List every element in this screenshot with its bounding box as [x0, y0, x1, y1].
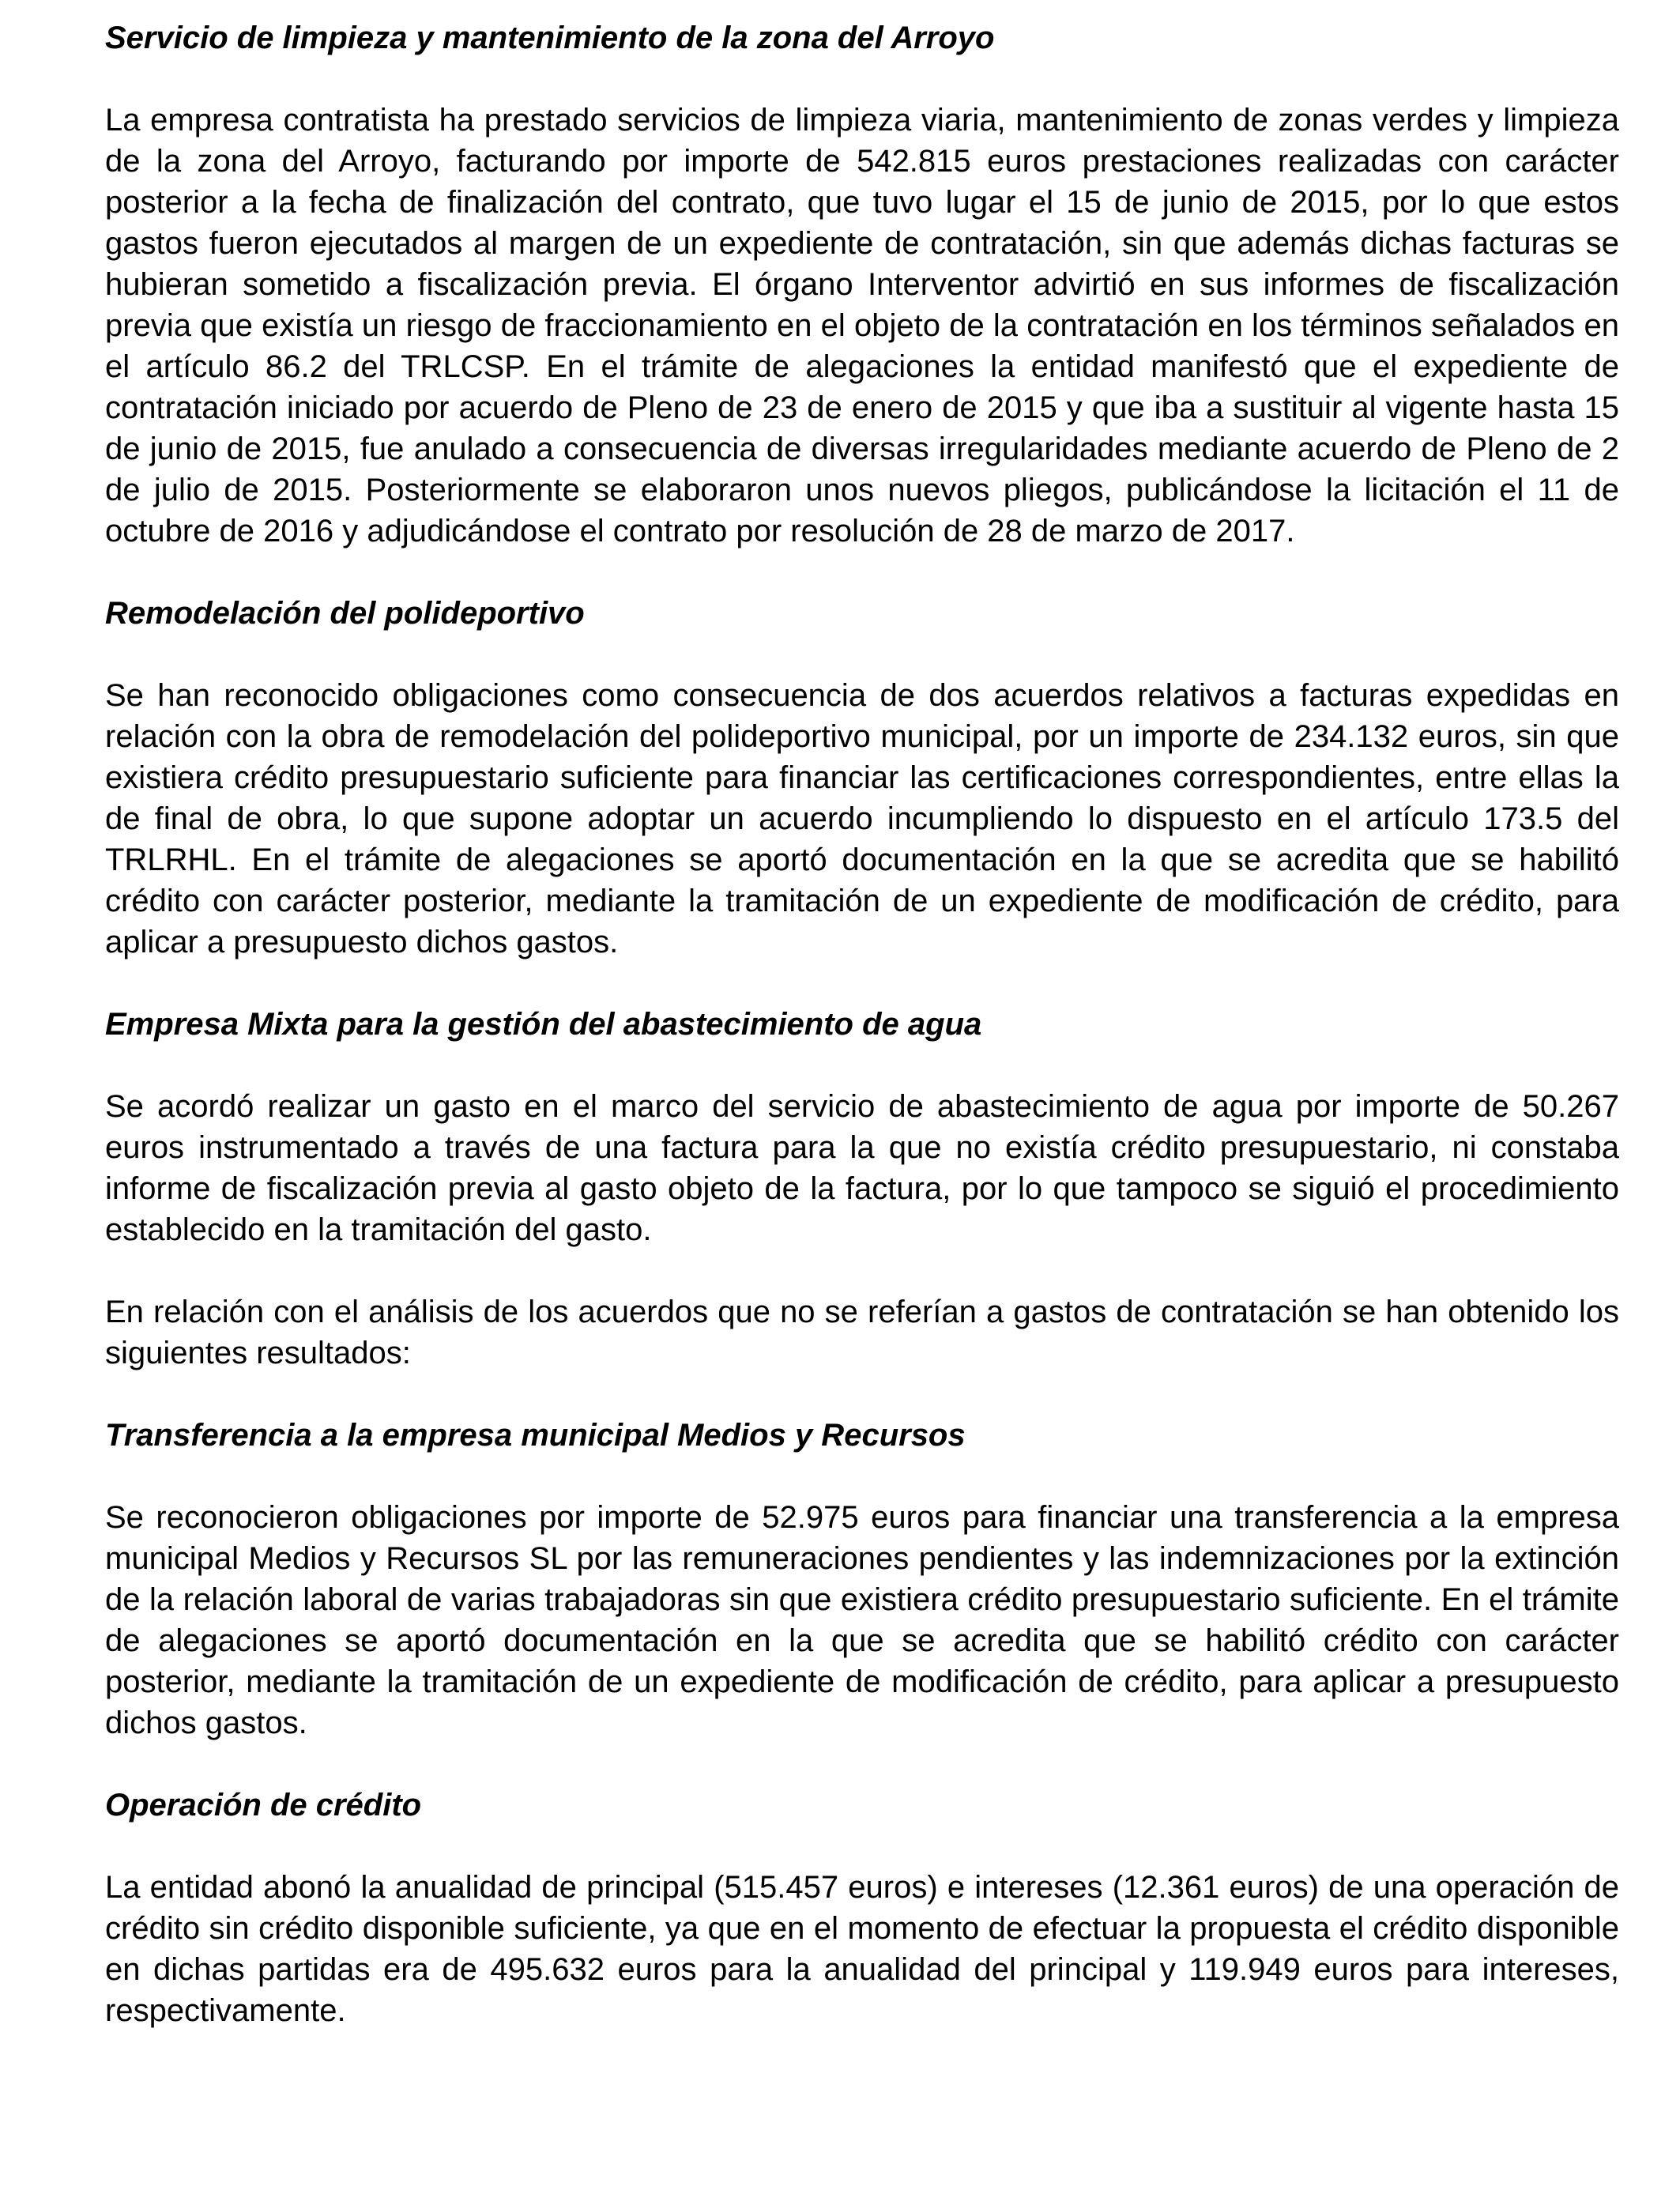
section-paragraph-transferencia: Se reconocieron obligaciones por importe de 52.975 euros para financiar una transferencia a la empresa municipal Medios y Recursos SL por las remuneraciones pendientes y las indemnizaciones por la extinción de la relación laboral de varias trabajadoras sin que existiera crédito presupuestario suficiente. En el trámite de alegaciones se aportó documentación en la que se acredita que se habilitó crédito con carácter posterior, mediante la tramitación de un expediente de modificación de crédito, para aplicar a presupuesto dichos gastos.: [105, 1500, 1619, 1740]
section-paragraph-polideportivo: Se han reconocido obligaciones como consecuencia de dos acuerdos relativos a facturas expedidas en relación con la obra de remodelación del polideportivo municipal, por un importe de 234.132 euros, sin que existiera crédito presupuestario suficiente para financiar las certificaciones correspondientes, entre ellas la de final de obra, lo que supone adoptar un acuerdo incumpliendo lo dispuesto en el artículo 173.5 del TRLRHL. En el trámite de alegaciones se aportó documentación en la que se acredita que se habilitó crédito con carácter posterior, mediante la tramitación de un expediente de modificación de crédito, para aplicar a presupuesto dichos gastos.: [105, 678, 1619, 959]
section-paragraph-operacion-credito: La entidad abonó la anualidad de principal (515.457 euros) e intereses (12.361 euros) de una operación de crédito sin crédito disponible suficiente, ya que en el momento de efectuar la propuesta el crédito disponible en dichas partidas era de 495.632 euros para la anualidad del principal y 119.949 euros para intereses, respectivamente.: [105, 1870, 1619, 2028]
section-paragraph-arroyo: La empresa contratista ha prestado servicios de limpieza viaria, mantenimiento de zonas verdes y limpieza de la zona del Arroyo, facturando por importe de 542.815 euros prestaciones realizadas con carácter posterior a la fecha de finalización del contrato, que tuvo lugar el 15 de junio de 2015, por lo que estos gastos fueron ejecutados al margen de un expediente de contratación, sin que además dichas facturas se hubieran sometido a fiscalización previa. El órgano Interventor advirtió en sus informes de fiscalización previa que existía un riesgo de fraccionamiento en el objeto de la contratación en los términos señalados en el artículo 86.2 del TRLCSP. En el trámite de alegaciones la entidad manifestó que el expediente de contratación iniciado por acuerdo de Pleno de 23 de enero de 2015 y que iba a sustituir al vigente hasta 15 de junio de 2015, fue anulado a consecuencia de diversas irregularidades mediante acuerdo de Pleno de 2 de julio de 2015. Posteriormente se elaboraron unos nuevos pliegos, publicándose la licitación el 11 de octubre de 2016 y adjudicándose el contrato por resolución de 28 de marzo de 2017.: [105, 103, 1619, 548]
section-heading-polideportivo: Remodelación del polideportivo: [105, 596, 585, 631]
document-page: [105, 17, 1619, 2031]
section-heading-transferencia: Transferencia a la empresa municipal Medios y Recursos: [105, 1418, 966, 1453]
section-heading-empresa-mixta: Empresa Mixta para la gestión del abastecimiento de agua: [105, 1007, 982, 1042]
section-paragraph-empresa-mixta: Se acordó realizar un gasto en el marco del servicio de abastecimiento de agua por importe de 50.267 euros instrumentado a través de una factura para la que no existía crédito presupuestario, ni constaba informe de fiscalización previa al gasto objeto de la factura, por lo que tampoco se siguió el procedimiento establecido en la tramitación del gasto.: [105, 1089, 1619, 1247]
section-heading-operacion-credito: Operación de crédito: [105, 1788, 422, 1823]
section-paragraph-analisis: En relación con el análisis de los acuerdos que no se referían a gastos de contratación se han obtenido los siguientes resultados:: [105, 1295, 1619, 1370]
section-heading-arroyo: Servicio de limpieza y mantenimiento de la zona del Arroyo: [105, 21, 995, 55]
